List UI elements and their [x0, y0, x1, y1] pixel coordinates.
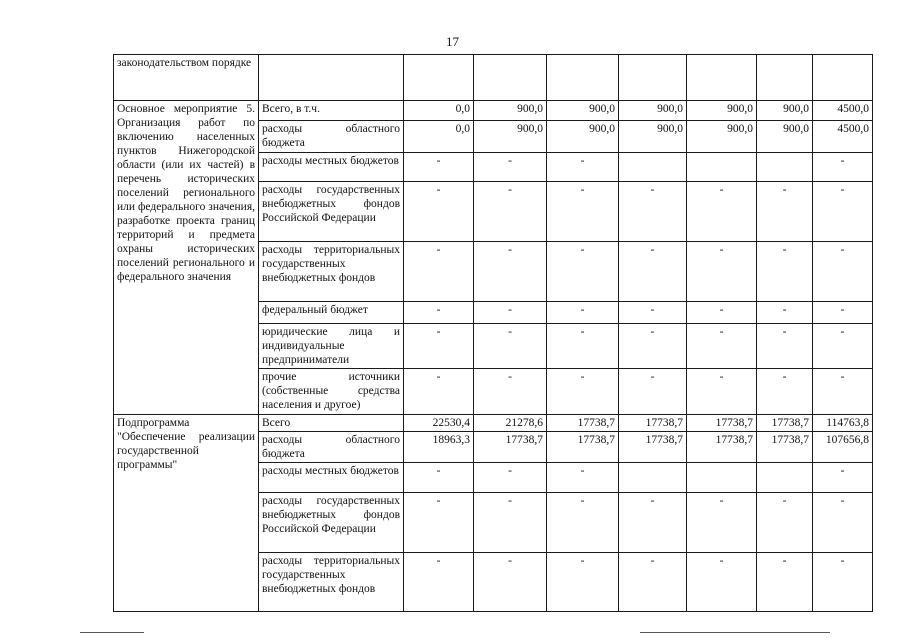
value-cell: -: [687, 553, 757, 612]
value-cell: [813, 55, 873, 101]
value-cell: [547, 55, 619, 101]
value-cell: 0,0: [404, 121, 474, 153]
value-cell: -: [404, 302, 474, 324]
value-cell: -: [813, 242, 873, 302]
value-cell: -: [547, 463, 619, 493]
page-number: 17: [446, 34, 459, 49]
value-cell: -: [547, 153, 619, 182]
value-cell: -: [619, 242, 687, 302]
value-cell: -: [474, 553, 547, 612]
event-name-cell: законодательством порядке: [114, 55, 259, 101]
funding-source-cell: расходы местных бюджетов: [259, 153, 404, 182]
value-cell: -: [547, 553, 619, 612]
value-cell: -: [757, 242, 813, 302]
event-name-cell: Основное мероприятие 5. Организация работ по включению населенных пунктов Нижегородской области (или их частей) в перечень исторических поселений регионального или федерального значения, разработке проекта границ территорий и предмета охраны исторических поселений регионального и федерального значения: [114, 101, 259, 415]
value-cell: 17738,7: [757, 432, 813, 463]
value-cell: -: [404, 463, 474, 493]
value-cell: -: [619, 493, 687, 553]
value-cell: -: [404, 324, 474, 369]
value-cell: -: [547, 182, 619, 242]
funding-source-cell: Всего: [259, 415, 404, 432]
value-cell: -: [757, 182, 813, 242]
value-cell: [687, 463, 757, 493]
value-cell: [474, 55, 547, 101]
funding-source-cell: прочие источники (собственные средства населения и другое): [259, 369, 404, 415]
value-cell: -: [404, 369, 474, 415]
value-cell: [687, 153, 757, 182]
funding-source-cell: расходы государственных внебюджетных фондов Российской Федерации: [259, 493, 404, 553]
value-cell: -: [757, 553, 813, 612]
value-cell: -: [813, 553, 873, 612]
value-cell: -: [687, 324, 757, 369]
funding-source-cell: расходы местных бюджетов: [259, 463, 404, 493]
value-cell: 900,0: [687, 101, 757, 121]
funding-source-cell: федеральный бюджет: [259, 302, 404, 324]
value-cell: 4500,0: [813, 121, 873, 153]
scan-edge-line: [80, 632, 144, 633]
funding-source-cell: расходы государственных внебюджетных фондов Российской Федерации: [259, 182, 404, 242]
value-cell: -: [619, 302, 687, 324]
value-cell: 4500,0: [813, 101, 873, 121]
value-cell: -: [547, 493, 619, 553]
value-cell: -: [474, 463, 547, 493]
value-cell: 900,0: [619, 121, 687, 153]
funding-source-cell: расходы областного бюджета: [259, 121, 404, 153]
value-cell: -: [474, 242, 547, 302]
value-cell: 900,0: [757, 121, 813, 153]
value-cell: -: [757, 493, 813, 553]
value-cell: 17738,7: [619, 415, 687, 432]
value-cell: -: [474, 153, 547, 182]
funding-source-cell: Всего, в т.ч.: [259, 101, 404, 121]
value-cell: [757, 55, 813, 101]
value-cell: -: [757, 369, 813, 415]
value-cell: -: [813, 153, 873, 182]
value-cell: -: [547, 324, 619, 369]
value-cell: -: [474, 324, 547, 369]
value-cell: 114763,8: [813, 415, 873, 432]
value-cell: 900,0: [687, 121, 757, 153]
table-row: [114, 101, 873, 121]
value-cell: 107656,8: [813, 432, 873, 463]
value-cell: 22530,4: [404, 415, 474, 432]
value-cell: [404, 55, 474, 101]
value-cell: [757, 153, 813, 182]
value-cell: 900,0: [547, 121, 619, 153]
value-cell: -: [813, 369, 873, 415]
value-cell: -: [813, 302, 873, 324]
value-cell: 17738,7: [757, 415, 813, 432]
subprogram-name-cell: Подпрограмма "Обеспечение реализации государственной программы": [114, 415, 259, 612]
value-cell: -: [813, 493, 873, 553]
value-cell: 17738,7: [687, 432, 757, 463]
table-row: [114, 415, 873, 432]
value-cell: -: [687, 242, 757, 302]
budget-table: [113, 54, 873, 612]
funding-source-cell: [259, 55, 404, 101]
funding-source-cell: юридические лица и индивидуальные предприниматели: [259, 324, 404, 369]
value-cell: [757, 463, 813, 493]
value-cell: 18963,3: [404, 432, 474, 463]
value-cell: -: [687, 182, 757, 242]
value-cell: [619, 463, 687, 493]
value-cell: -: [547, 369, 619, 415]
value-cell: -: [619, 324, 687, 369]
value-cell: [687, 55, 757, 101]
value-cell: -: [687, 302, 757, 324]
value-cell: 900,0: [757, 101, 813, 121]
value-cell: -: [619, 182, 687, 242]
value-cell: -: [619, 553, 687, 612]
value-cell: -: [757, 324, 813, 369]
value-cell: -: [757, 302, 813, 324]
value-cell: -: [547, 302, 619, 324]
value-cell: -: [687, 493, 757, 553]
value-cell: 17738,7: [619, 432, 687, 463]
value-cell: -: [404, 153, 474, 182]
scan-edge-line: [640, 632, 830, 633]
value-cell: -: [474, 182, 547, 242]
value-cell: 900,0: [547, 101, 619, 121]
value-cell: -: [687, 369, 757, 415]
value-cell: 17738,7: [547, 415, 619, 432]
value-cell: -: [547, 242, 619, 302]
value-cell: -: [404, 493, 474, 553]
value-cell: [619, 55, 687, 101]
funding-source-cell: расходы территориальных государственных внебюджетных фондов: [259, 242, 404, 302]
table-row: [114, 55, 873, 101]
value-cell: 0,0: [404, 101, 474, 121]
value-cell: -: [474, 302, 547, 324]
value-cell: -: [813, 463, 873, 493]
funding-source-cell: расходы областного бюджета: [259, 432, 404, 463]
value-cell: -: [474, 493, 547, 553]
value-cell: 900,0: [474, 121, 547, 153]
value-cell: -: [404, 242, 474, 302]
value-cell: [619, 153, 687, 182]
value-cell: -: [813, 182, 873, 242]
value-cell: 17738,7: [547, 432, 619, 463]
value-cell: 900,0: [474, 101, 547, 121]
value-cell: 900,0: [619, 101, 687, 121]
value-cell: -: [404, 182, 474, 242]
value-cell: 17738,7: [687, 415, 757, 432]
value-cell: -: [619, 369, 687, 415]
value-cell: -: [474, 369, 547, 415]
value-cell: 21278,6: [474, 415, 547, 432]
value-cell: -: [404, 553, 474, 612]
value-cell: 17738,7: [474, 432, 547, 463]
funding-source-cell: расходы территориальных государственных внебюджетных фондов: [259, 553, 404, 612]
value-cell: -: [813, 324, 873, 369]
